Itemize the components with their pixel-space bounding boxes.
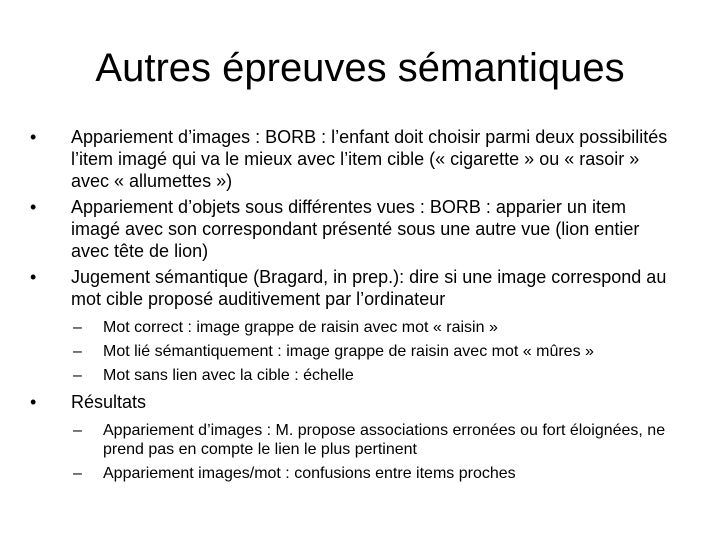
sub-bullet-text: Mot correct : image grappe de raisin avec mot « raisin »	[103, 319, 498, 336]
bullet-list	[28, 126, 678, 483]
bullet-text: Jugement sémantique (Bragard, in prep.): dire si une image correspond au mot cible proposé auditivement par l’ordinateur	[71, 267, 667, 309]
sub-bullet-item	[71, 342, 678, 361]
sub-bullet-item	[71, 366, 678, 385]
sub-bullet-text: Appariement d’images : M. propose associations erronées ou fort éloignées, ne prend pas en compte le lien le plus pertinent	[103, 422, 666, 458]
bullet-item-results	[28, 391, 678, 483]
bullet-item-borb-images	[28, 126, 678, 192]
slide-content	[28, 126, 678, 489]
bullet-text: Appariement d’images : BORB : l’enfant doit choisir parmi deux possibilités l’item imagé qui va le mieux avec l’item cible (« cigarette » ou « rasoir » avec « allumettes »)	[71, 127, 668, 191]
dash-icon: –	[73, 343, 82, 360]
bullet-item-borb-objects	[28, 196, 678, 262]
sub-bullet-text: Mot sans lien avec la cible : échelle	[103, 367, 354, 384]
bullet-icon: •	[30, 392, 37, 412]
sub-bullet-list	[71, 421, 678, 483]
bullet-text: Appariement d’objets sous différentes vues : BORB : apparier un item imagé avec son correspondant présenté sous une autre vue (lion entier avec tête de lion)	[71, 197, 640, 261]
slide-title: Autres épreuves sémantiques	[95, 46, 625, 90]
sub-bullet-text: Appariement images/mot : confusions entre items proches	[103, 465, 516, 482]
dash-icon: –	[73, 367, 82, 384]
bullet-text: Résultats	[71, 392, 147, 412]
sub-bullet-text: Mot lié sémantiquement : image grappe de raisin avec mot « mûres »	[103, 343, 594, 360]
sub-bullet-item	[71, 318, 678, 337]
sub-bullet-list	[71, 318, 678, 385]
sub-bullet-item	[71, 464, 678, 483]
bullet-icon: •	[30, 197, 37, 217]
dash-icon: –	[73, 465, 82, 482]
bullet-icon: •	[30, 127, 37, 147]
sub-bullet-item	[71, 421, 678, 459]
dash-icon: –	[73, 422, 82, 439]
dash-icon: –	[73, 319, 82, 336]
bullet-icon: •	[30, 267, 37, 287]
bullet-item-semantic-judgment	[28, 266, 678, 385]
